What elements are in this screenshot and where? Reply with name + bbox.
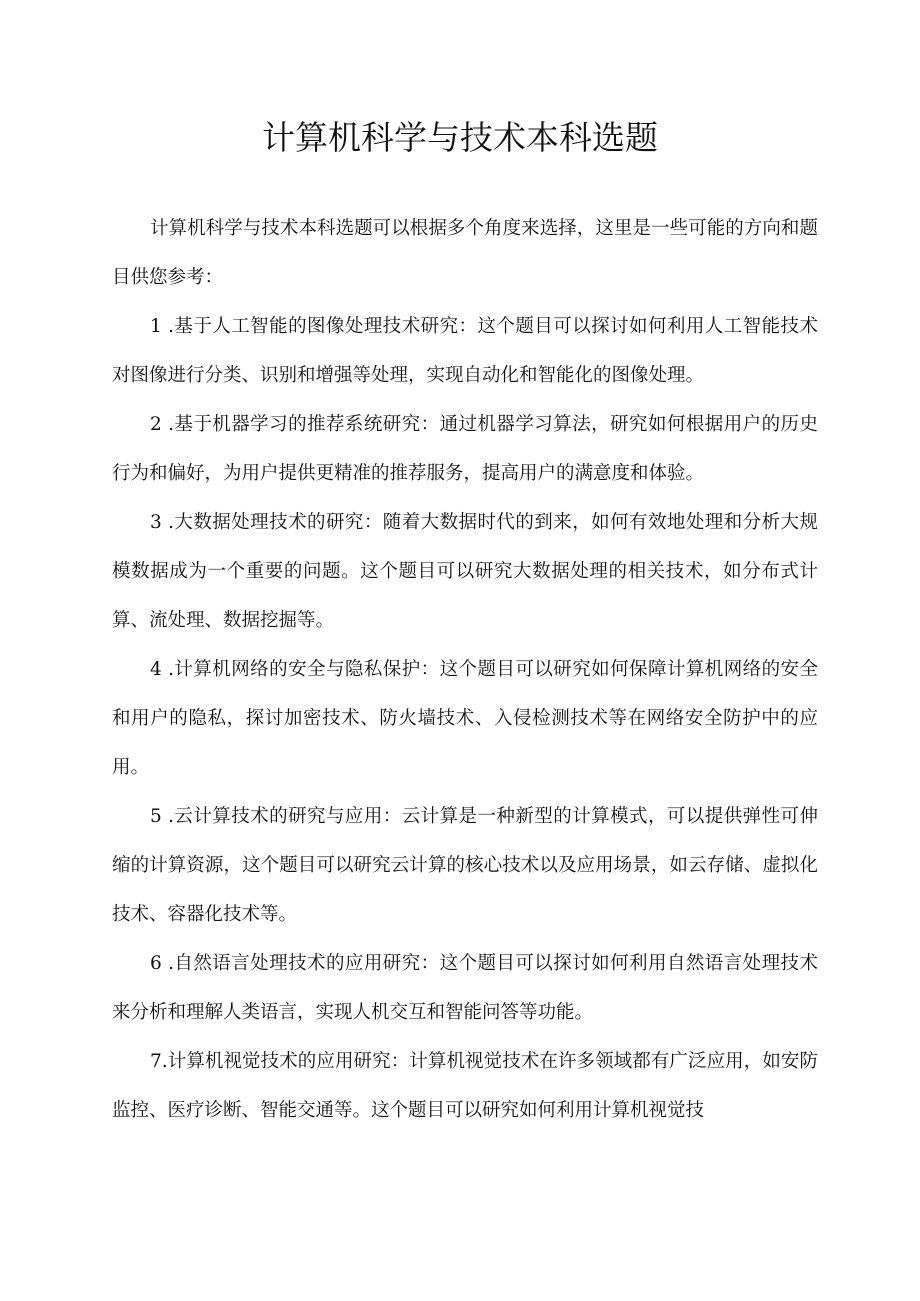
topic-paragraph-1: 1 .基于人工智能的图像处理技术研究：这个题目可以探讨如何利用人工智能技术对图像进行分类、识别和增强等处理，实现自动化和智能化的图像处理。 [112, 316, 818, 386]
topic-paragraph-2: 2 .基于机器学习的推荐系统研究：通过机器学习算法，研究如何根据用户的历史行为和偏好，为用户提供更精准的推荐服务，提高用户的满意度和体验。 [112, 414, 818, 484]
topic-paragraph-3: 3 .大数据处理技术的研究：随着大数据时代的到来，如何有效地处理和分析大规模数据成为一个重要的问题。这个题目可以研究大数据处理的相关技术，如分布式计算、流处理、数据挖掘等。 [112, 512, 818, 631]
topic-paragraph-7: 7.计算机视觉技术的应用研究：计算机视觉技术在许多领域都有广泛应用，如安防监控、医疗诊断、智能交通等。这个题目可以研究如何利用计算机视觉技 [112, 1051, 818, 1121]
topic-paragraph-6: 6 .自然语言处理技术的应用研究：这个题目可以探讨如何利用自然语言处理技术来分析和理解人类语言，实现人机交互和智能问答等功能。 [112, 953, 818, 1023]
intro-paragraph: 计算机科学与技术本科选题可以根据多个角度来选择，这里是一些可能的方向和题目供您参考： [112, 218, 818, 288]
topic-paragraph-4: 4 .计算机网络的安全与隐私保护：这个题目可以研究如何保障计算机网络的安全和用户的隐私，探讨加密技术、防火墙技术、入侵检测技术等在网络安全防护中的应用。 [112, 659, 818, 778]
page-title: 计算机科学与技术本科选题 [262, 118, 658, 157]
document-body [112, 204, 818, 1135]
topic-paragraph-5: 5 .云计算技术的研究与应用：云计算是一种新型的计算模式，可以提供弹性可伸缩的计算资源，这个题目可以研究云计算的核心技术以及应用场景，如云存储、虚拟化技术、容器化技术等。 [112, 806, 818, 925]
